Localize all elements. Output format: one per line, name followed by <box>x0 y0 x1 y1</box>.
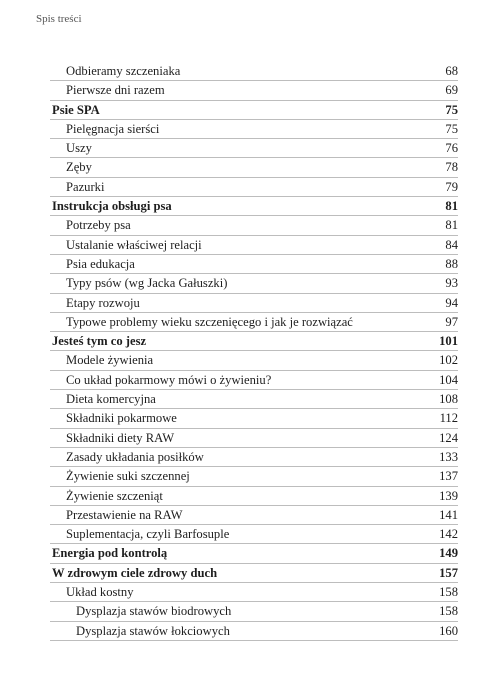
toc-entry-page: 157 <box>439 565 458 580</box>
toc-entry-page: 93 <box>445 276 458 291</box>
toc-entry-page: 133 <box>439 449 458 464</box>
toc-entry-page: 69 <box>445 83 458 98</box>
toc-entry-page: 81 <box>445 218 458 233</box>
toc-entry-title: Żywienie szczeniąt <box>66 488 163 503</box>
toc-entry-title: Suplementacja, czyli Barfosuple <box>66 527 230 542</box>
toc-entry-page: 139 <box>439 488 458 503</box>
toc-section-row <box>50 525 458 544</box>
toc-chapter-row <box>50 544 458 563</box>
toc-entry-page: 142 <box>439 527 458 542</box>
toc-subsubsection-row <box>50 622 458 641</box>
toc-entry-page: 88 <box>445 256 458 271</box>
toc-entry-title: Ustalanie właściwej relacji <box>66 237 202 252</box>
toc-entry-title: Instrukcja obsługi psa <box>52 199 172 214</box>
toc-chapter-row <box>50 564 458 583</box>
toc-section-row <box>50 158 458 177</box>
toc-chapter-row <box>50 332 458 351</box>
toc-section-row <box>50 409 458 428</box>
toc-entry-title: Dieta komercyjna <box>66 392 156 407</box>
toc-entry-page: 75 <box>445 102 458 117</box>
toc-entry-page: 158 <box>439 585 458 600</box>
toc-section-row <box>50 294 458 313</box>
toc-entry-title: Jesteś tym co jesz <box>52 334 147 349</box>
toc-entry-page: 160 <box>439 623 458 638</box>
toc-entry-page: 137 <box>439 469 458 484</box>
toc-section-row <box>50 120 458 139</box>
toc-section-row <box>50 351 458 370</box>
toc-entry-title: Typowe problemy wieku szczenięcego i jak je rozwiązać <box>66 314 353 329</box>
toc-entry-title: Odbieramy szczeniaka <box>66 64 181 78</box>
toc-entry-title: Dysplazja stawów biodrowych <box>76 604 232 619</box>
toc-entry-title: Pierwsze dni razem <box>66 83 165 98</box>
toc-entry-page: 104 <box>439 372 458 387</box>
toc-entry-page: 76 <box>445 141 458 156</box>
toc-section-row <box>50 255 458 274</box>
toc-entry-title: Psia edukacja <box>66 256 135 271</box>
toc-section-row <box>50 506 458 525</box>
toc-section-row <box>50 448 458 467</box>
toc-section-row <box>50 81 458 100</box>
toc-chapter-row <box>50 197 458 216</box>
toc-entry-page: 78 <box>445 160 458 175</box>
toc-section-row <box>50 371 458 390</box>
running-header: Spis treści <box>36 13 82 25</box>
toc-entry-title: Typy psów (wg Jacka Gałuszki) <box>66 276 228 291</box>
toc-entry-page: 97 <box>445 314 458 329</box>
toc-entry-title: Co układ pokarmowy mówi o żywieniu? <box>66 372 272 387</box>
toc-section-row <box>50 62 458 81</box>
toc-entry-page: 101 <box>439 334 458 349</box>
toc-section-row <box>50 487 458 506</box>
table-of-contents <box>50 62 458 641</box>
toc-entry-page: 158 <box>439 604 458 619</box>
toc-entry-title: W zdrowym ciele zdrowy duch <box>52 565 218 580</box>
toc-entry-title: Energia pod kontrolą <box>52 546 168 561</box>
toc-entry-title: Składniki pokarmowe <box>66 411 177 426</box>
toc-section-row <box>50 139 458 158</box>
toc-entry-title: Żywienie suki szczennej <box>66 469 190 484</box>
toc-entry-page: 102 <box>439 353 458 368</box>
toc-entry-title: Pazurki <box>66 179 105 194</box>
toc-section-row <box>50 313 458 332</box>
toc-entry-page: 112 <box>439 411 458 426</box>
toc-section-row <box>50 178 458 197</box>
toc-section-row <box>50 467 458 486</box>
toc-entry-page: 108 <box>439 392 458 407</box>
toc-entry-title: Psie SPA <box>52 102 100 117</box>
toc-section-row <box>50 390 458 409</box>
toc-entry-title: Modele żywienia <box>66 353 154 368</box>
toc-section-row <box>50 583 458 602</box>
toc-entry-title: Zęby <box>66 160 92 175</box>
toc-entry-title: Uszy <box>66 141 92 156</box>
toc-section-row <box>50 429 458 448</box>
toc-entry-page: 149 <box>439 546 458 561</box>
toc-section-row <box>50 236 458 255</box>
toc-entry-title: Układ kostny <box>66 585 134 600</box>
toc-entry-title: Etapy rozwoju <box>66 295 140 310</box>
toc-subsubsection-row <box>50 602 458 621</box>
toc-entry-title: Pielęgnacja sierści <box>66 121 160 136</box>
toc-entry-page: 124 <box>439 430 458 445</box>
toc-entry-page: 79 <box>445 179 458 194</box>
toc-section-row <box>50 274 458 293</box>
toc-entry-title: Składniki diety RAW <box>66 430 175 445</box>
toc-entry-page: 84 <box>445 237 458 252</box>
toc-entry-page: 94 <box>445 295 458 310</box>
toc-chapter-row <box>50 101 458 120</box>
toc-entry-page: 75 <box>445 121 458 136</box>
toc-entry-page: 141 <box>439 507 458 522</box>
toc-section-row <box>50 216 458 235</box>
toc-entry-title: Potrzeby psa <box>66 218 131 233</box>
toc-entry-title: Dysplazja stawów łokciowych <box>76 623 230 638</box>
toc-entry-page: 68 <box>445 64 458 78</box>
toc-entry-title: Przestawienie na RAW <box>66 507 183 522</box>
toc-entry-title: Zasady układania posiłków <box>66 449 204 464</box>
toc-entry-page: 81 <box>445 199 458 214</box>
